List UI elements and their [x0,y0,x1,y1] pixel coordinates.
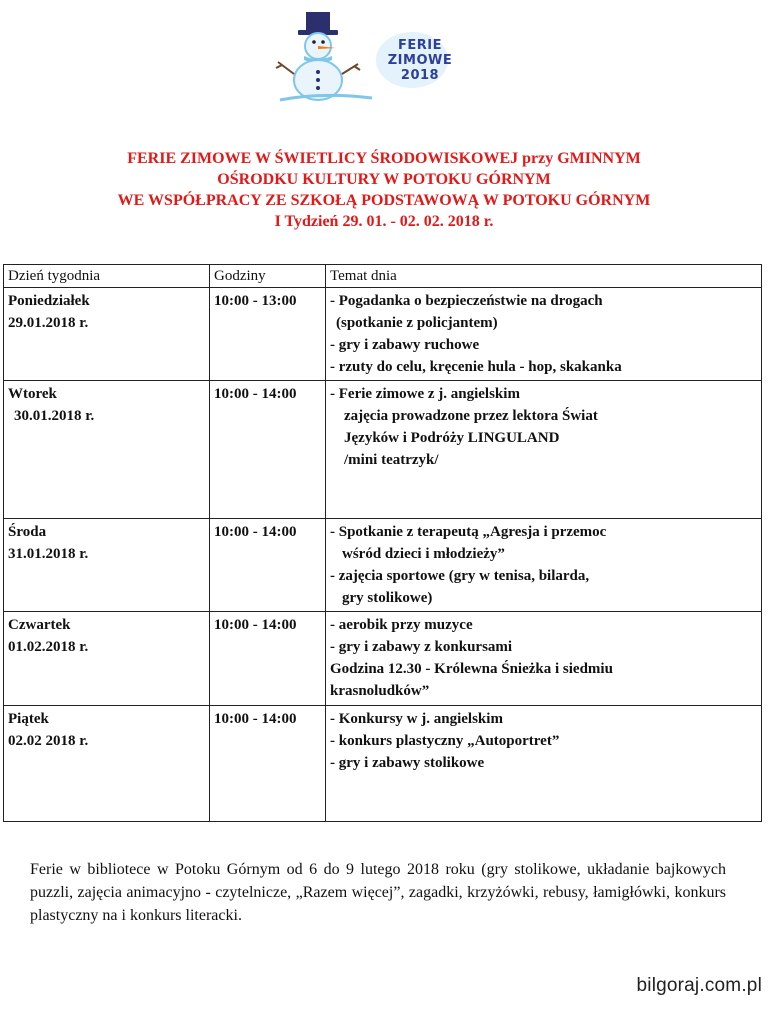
topic-line: - rzuty do celu, kręcenie hula - hop, skakanka [330,359,622,375]
day-date: 30.01.2018 r. [14,408,95,424]
logo-line-1: FERIE [398,38,442,53]
day-cell [4,519,210,612]
source-watermark: bilgoraj.com.pl [636,975,762,996]
topic-line: wśród dzieci i młodzieży” [342,546,505,562]
title-line-2: OŚRODKU KULTURY W POTOKU GÓRNYM [217,171,551,188]
topic-line: krasnoludków” [330,683,430,699]
logo-line-2: ZIMOWE [387,53,453,68]
logo-line-3: 2018 [400,68,440,83]
day-cell [4,381,210,519]
topic-line: - gry i zabawy ruchowe [330,337,480,353]
ferie-zimowe-logo [272,8,472,108]
day-date: 01.02.2018 r. [8,639,89,655]
topic-cell [326,706,762,822]
topic-cell [326,612,762,706]
header-day: Dzień tygodnia [4,265,210,288]
topic-line: - Ferie zimowe z j. angielskim [330,386,520,402]
topic-cell [326,288,762,381]
title-line-4: I Tydzień 29. 01. - 02. 02. 2018 r. [274,213,494,230]
day-name: Czwartek [8,617,71,633]
hours-cell: 10:00 - 14:00 [210,612,326,706]
day-name: Środa [8,524,47,540]
header-hours: Godziny [210,265,326,288]
table-header-row [4,265,762,288]
topic-line: (spotkanie z policjantem) [336,315,498,331]
table-row [4,381,762,519]
day-name: Poniedziałek [8,293,90,309]
hours-cell: 10:00 - 14:00 [210,381,326,519]
day-date: 02.02 2018 r. [8,733,89,749]
table-row [4,706,762,822]
library-note: Ferie w bibliotece w Potoku Górnym od 6 do 9 lutego 2018 roku (gry stolikowe, układanie bajkowych puzzli, zajęcia animacyjno - czytelnicze, „Razem więcej”, zagadki, krzyżówki, rebusy, łamigłówki, konkurs plastyczny na i konkurs literacki. [30,861,726,924]
topic-line: /mini teatrzyk/ [344,452,439,468]
topic-cell [326,381,762,519]
hours-cell: 10:00 - 13:00 [210,288,326,381]
day-date: 31.01.2018 r. [8,546,89,562]
topic-line: Godzina 12.30 - Królewna Śnieżka i siedmiu [330,661,613,677]
table-row [4,288,762,381]
title-line-1: FERIE ZIMOWE W ŚWIETLICY ŚRODOWISKOWEJ przy GMINNYM [127,150,641,167]
topic-line: - Konkursy w j. angielskim [330,711,503,727]
topic-line: - gry i zabawy stolikowe [330,755,485,771]
schedule-table [3,264,762,822]
table-row [4,612,762,706]
topic-line: - Pogadanka o bezpieczeństwie na drogach [330,293,603,309]
title-line-3: WE WSPÓŁPRACY ZE SZKOŁĄ PODSTAWOWĄ W POTOKU GÓRNYM [117,192,651,209]
topic-line: Języków i Podróży LINGULAND [344,430,560,446]
topic-line: - aerobik przy muzyce [330,617,473,633]
table-row [4,519,762,612]
page-title [0,148,768,232]
day-cell [4,612,210,706]
hours-cell: 10:00 - 14:00 [210,519,326,612]
day-cell [4,706,210,822]
topic-line: zajęcia prowadzone przez lektora Świat [344,408,598,424]
topic-line: gry stolikowe) [342,590,433,606]
day-name: Wtorek [8,386,57,402]
topic-line: - gry i zabawy z konkursami [330,639,513,655]
topic-line: - zajęcia sportowe (gry w tenisa, bilarda, [330,568,590,584]
topic-line: - konkurs plastyczny „Autoportret” [330,733,560,749]
header-topic: Temat dnia [326,265,762,288]
day-name: Piątek [8,711,49,727]
topic-cell [326,519,762,612]
hours-cell: 10:00 - 14:00 [210,706,326,822]
day-cell [4,288,210,381]
day-date: 29.01.2018 r. [8,315,89,331]
topic-line: - Spotkanie z terapeutą „Agresja i przemoc [330,524,607,540]
